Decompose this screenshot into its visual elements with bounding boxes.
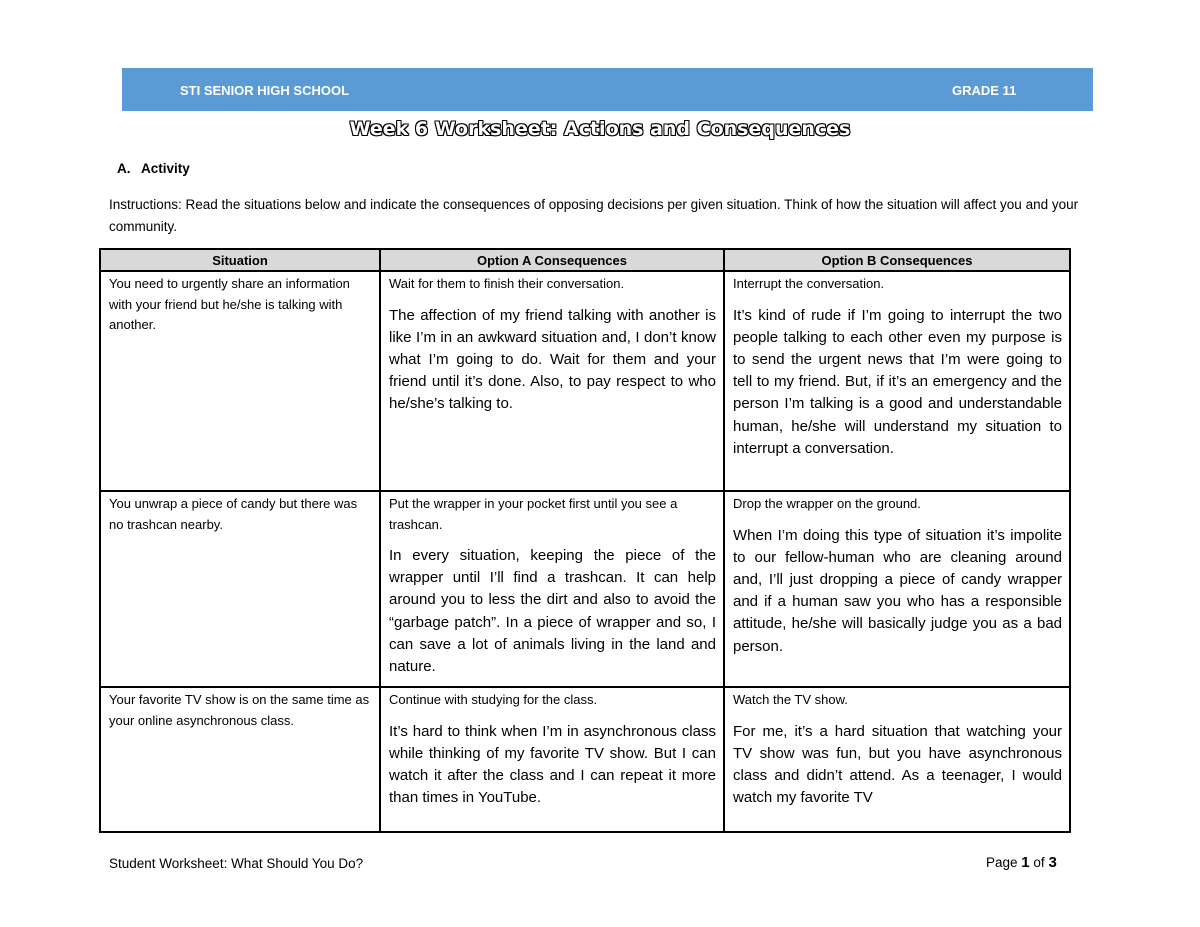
option-b-cell: [724, 687, 1070, 832]
section-heading: [117, 161, 190, 176]
option-a-answer: The affection of my friend talking with another is like I’m in an awkward situation and, I don’t know what I’m going to do. Wait for them and your friend until it’s done. Also, to pay respect to who he/she’s talking to.: [389, 306, 716, 413]
situation-text: Your favorite TV show is on the same time as your online asynchronous class.: [109, 692, 370, 728]
header-bar: [122, 68, 1093, 111]
footer-title: Student Worksheet: What Should You Do?: [109, 856, 364, 871]
header-option-b: Option B Consequences: [724, 249, 1070, 271]
option-b-answer: For me, it’s a hard situation that watching your TV show was fun, but you have asynchronous class and didn’t attend. As a teenager, I would watch my favorite TV: [733, 722, 1062, 807]
worksheet-table: [99, 248, 1071, 833]
instructions: Instructions: Read the situations below and indicate the consequences of opposing decisions per given situation. Think of how the situation will affect you and your community.: [109, 197, 1079, 234]
option-a-answer: In every situation, keeping the piece of the wrapper until I’ll find a trashcan. It can help around you to less the dirt and also to avoid the “garbage patch”. In a piece of wrapper and so, I can save a lot of animals living in the land and nature.: [389, 547, 716, 676]
option-b-prompt: Interrupt the conversation.: [733, 276, 885, 291]
situation-text: You need to urgently share an information with your friend but he/she is talking with another.: [109, 276, 350, 332]
page-of: of: [1033, 855, 1045, 870]
option-a-prompt: Wait for them to finish their conversation.: [389, 276, 625, 291]
situation-cell: [100, 271, 380, 491]
option-a-cell: [380, 491, 724, 687]
situation-cell: [100, 491, 380, 687]
header-situation: Situation: [100, 249, 380, 271]
option-a-prompt: Continue with studying for the class.: [389, 692, 598, 707]
option-b-answer: It’s kind of rude if I’m going to interrupt the two people talking to each other even my purpose is to send the urgent news that I’m were going to tell to my friend. But, if it’s an emergency and the person I’m talking is a good and understandable human, he/she will understand my situation to interrupt a conversation.: [733, 306, 1062, 457]
section-marker: A.: [117, 161, 131, 176]
option-b-cell: [724, 491, 1070, 687]
table-row: [100, 271, 1070, 491]
option-a-cell: [380, 271, 724, 491]
option-b-prompt: Drop the wrapper on the ground.: [733, 496, 921, 511]
grade-level: GRADE 11: [952, 83, 1017, 98]
table-header-row: [100, 249, 1070, 271]
option-a-answer: It’s hard to think when I’m in asynchronous class while thinking of my favorite TV show. But I can watch it after the class and I can repeat it more than times in YouTube.: [389, 722, 716, 807]
option-a-cell: [380, 687, 724, 832]
page-number: [986, 854, 1057, 871]
table-row: [100, 491, 1070, 687]
option-a-prompt: Put the wrapper in your pocket first until you see a trashcan.: [389, 496, 678, 532]
situation-text: You unwrap a piece of candy but there was no trashcan nearby.: [109, 496, 358, 532]
header-option-a: Option A Consequences: [380, 249, 724, 271]
option-b-prompt: Watch the TV show.: [733, 692, 848, 707]
option-b-cell: [724, 271, 1070, 491]
option-b-answer: When I’m doing this type of situation it’s impolite to our fellow-human who are cleaning around and, I’ll just dropping a piece of candy wrapper and if a human saw you who has a responsible attitude, he/she will basically judge you as a bad person.: [733, 526, 1062, 655]
page-title: Week 6 Worksheet: Actions and Consequences: [349, 118, 851, 140]
situation-cell: [100, 687, 380, 832]
school-name: STI SENIOR HIGH SCHOOL: [180, 83, 350, 98]
table-row: [100, 687, 1070, 832]
page-total: 3: [1048, 854, 1057, 871]
page-current: 1: [1021, 854, 1030, 871]
page-label: Page: [986, 855, 1018, 870]
section-label: Activity: [141, 161, 190, 176]
